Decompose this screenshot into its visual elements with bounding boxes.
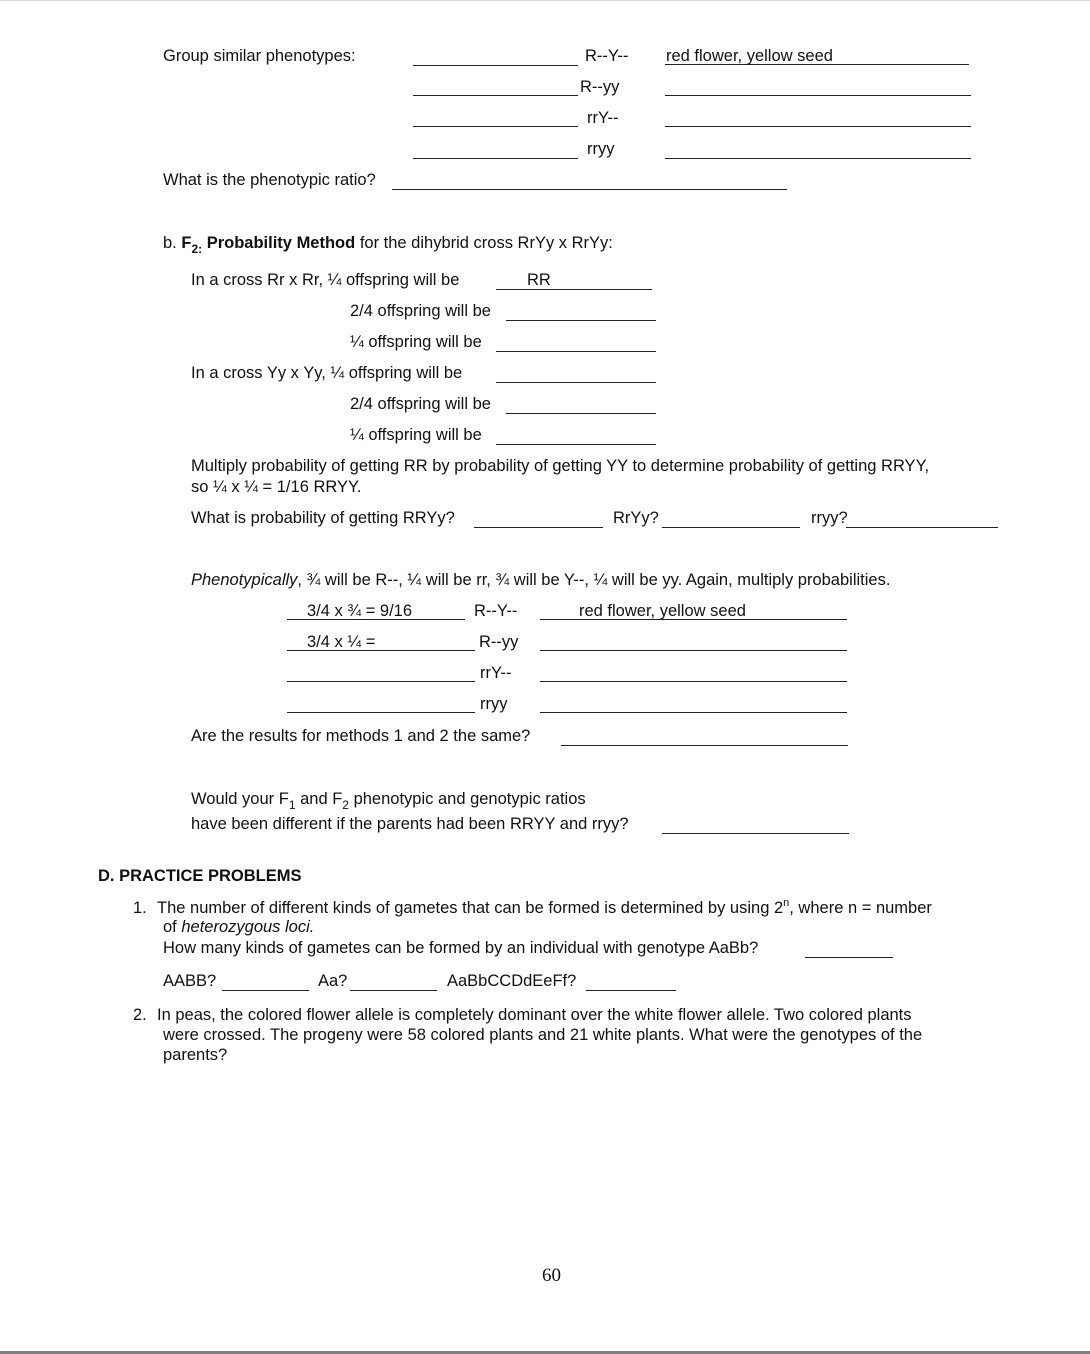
yy-quarter-blank-1[interactable] [496,382,656,383]
would-ratios-line-1 [191,789,586,810]
problem-2-number: 2. [133,1006,147,1024]
rryy-blank-2[interactable] [662,527,800,528]
problem-1-heterozygous: heterozygous loci. [181,918,315,936]
group-genotype-2: R--yy [580,78,620,96]
group-phenotype-blank-2[interactable] [665,95,971,96]
pheno-phenotype-1: red flower, yellow seed [579,602,746,620]
yy-cross-line-1 [191,363,462,383]
rr-half-blank[interactable] [506,320,656,321]
would-text-3: phenotypic and genotypic ratios [348,790,586,808]
pheno-genotype-3: rrY-- [480,664,512,682]
problem-1-text-b: , where n = number [789,899,932,917]
group-phenotype-blank-4[interactable] [665,158,971,159]
methods-same-blank[interactable] [561,745,848,746]
method-b-prefix: b. [163,234,177,252]
would-ratios-line-2: have been different if the parents had been RRYY and rryy? [191,815,629,833]
problem-1-exponent: n [783,897,790,909]
gamete-q-aa: Aa? [318,972,348,990]
problem-1-line-2 [163,917,314,937]
multiply-line-1: Multiply probability of getting RR by probability of getting YY to determine probability of getting RRYY, [191,457,930,475]
would-sub-1: 1 [288,798,296,812]
would-text-1: Would your F [191,790,289,808]
problem-1-text-a: The number of different kinds of gametes that can be formed is determined by using 2 [157,899,784,917]
rr-quarter-label-1: ¼ offspring will be [327,271,460,289]
method-b-title-rest: for the dihybrid cross RrYy x RrYy: [359,234,613,252]
yy-cross-intro: In a cross Yy x Yy, [191,364,326,382]
rr-quarter-blank-1[interactable] [496,289,652,290]
group-phenotype-1: red flower, yellow seed [666,47,833,65]
would-text-2: and F [295,790,343,808]
rryy-probability-question: What is probability of getting RRYy? [191,509,455,527]
method-b-title: Probability Method [206,234,356,252]
group-phenotype-blank-3[interactable] [665,126,971,127]
pheno-phenotype-blank-2[interactable] [540,650,847,651]
yy-half-label: 2/4 offspring will be [350,395,491,413]
rr-cross-line-1 [191,270,459,290]
group-phenotypes-label: Group similar phenotypes: [163,47,356,65]
pheno-phenotype-blank-3[interactable] [540,681,847,682]
problem-1-question: How many kinds of gametes can be formed by an individual with genotype AaBb? [163,939,759,957]
group-genotype-3: rrY-- [587,109,619,127]
rr-half-label: 2/4 offspring will be [350,302,491,320]
pheno-genotype-4: rryy [480,695,508,713]
gamete-blank-aabb[interactable] [222,990,309,991]
gamete-blank-aabbccddeeff[interactable] [586,990,676,991]
method-b-heading [163,233,613,254]
rr-quarter-label-2: ¼ offspring will be [350,333,482,351]
would-ratios-blank[interactable] [662,833,849,834]
pheno-genotype-1: R--Y-- [474,602,518,620]
yy-half-blank[interactable] [506,413,656,414]
pheno-calc-2: 3/4 x ¼ = [307,633,376,651]
problem-2-line-2: were crossed. The progeny were 58 colored plants and 21 white plants. What were the genotypes of the [163,1026,923,1044]
group-genotype-1: R--Y-- [585,47,629,65]
problem-2-line-1: In peas, the colored flower allele is completely dominant over the white flower allele. Two colored plants [157,1006,912,1024]
yy-quarter-blank-2[interactable] [496,444,656,445]
would-sub-2: 2 [342,798,349,812]
phenotypic-intro [191,570,890,590]
yy-quarter-label-1: ¼ offspring will be [330,364,463,382]
rr-answer: RR [527,271,551,289]
aabb-gametes-blank[interactable] [805,957,893,958]
gamete-q-aabbccddeeff: AaBbCCDdEeFf? [447,972,577,990]
yy-quarter-label-2: ¼ offspring will be [350,426,482,444]
group-blank-1[interactable] [413,65,578,66]
pheno-phenotype-blank-4[interactable] [540,712,847,713]
group-genotype-4: rryy [587,140,615,158]
gamete-blank-aa[interactable] [350,990,437,991]
problem-1-number: 1. [133,899,147,917]
pheno-genotype-2: R--yy [479,633,519,651]
phenotypic-italic-word: Phenotypically [191,571,298,589]
phenotypic-ratio-blank[interactable] [392,189,787,190]
pheno-calc-blank-4[interactable] [287,712,475,713]
method-b-f-sub: 2: [191,242,203,256]
group-blank-2[interactable] [413,95,578,96]
rr-quarter-blank-2[interactable] [496,351,656,352]
phenotypic-ratio-question: What is the phenotypic ratio? [163,171,376,189]
group-blank-3[interactable] [413,126,578,127]
page-number: 60 [542,1265,561,1286]
group-blank-4[interactable] [413,158,578,159]
rryy-question-2: RrYy? [613,509,659,527]
pheno-calc-blank-3[interactable] [287,681,475,682]
methods-same-question: Are the results for methods 1 and 2 the same? [191,727,531,745]
phenotypic-text: , ¾ will be R--, ¼ will be rr, ¾ will be Y--, ¼ will be yy. Again, multiply probabilities. [297,571,891,589]
rryy-blank-3[interactable] [846,527,998,528]
pheno-calc-1: 3/4 x ¾ = 9/16 [307,602,413,620]
rryy-question-3: rryy? [811,509,848,527]
problem-2-line-3: parents? [163,1046,228,1064]
rryy-probability-blank[interactable] [474,527,603,528]
method-b-f: F [181,234,192,252]
practice-heading: D. PRACTICE PROBLEMS [98,867,302,885]
gamete-q-aabb: AABB? [163,972,217,990]
problem-1-of: of [163,918,182,936]
rr-cross-intro: In a cross Rr x Rr, [191,271,324,289]
multiply-line-2: so ¼ x ¼ = 1/16 RRYY. [191,478,362,496]
